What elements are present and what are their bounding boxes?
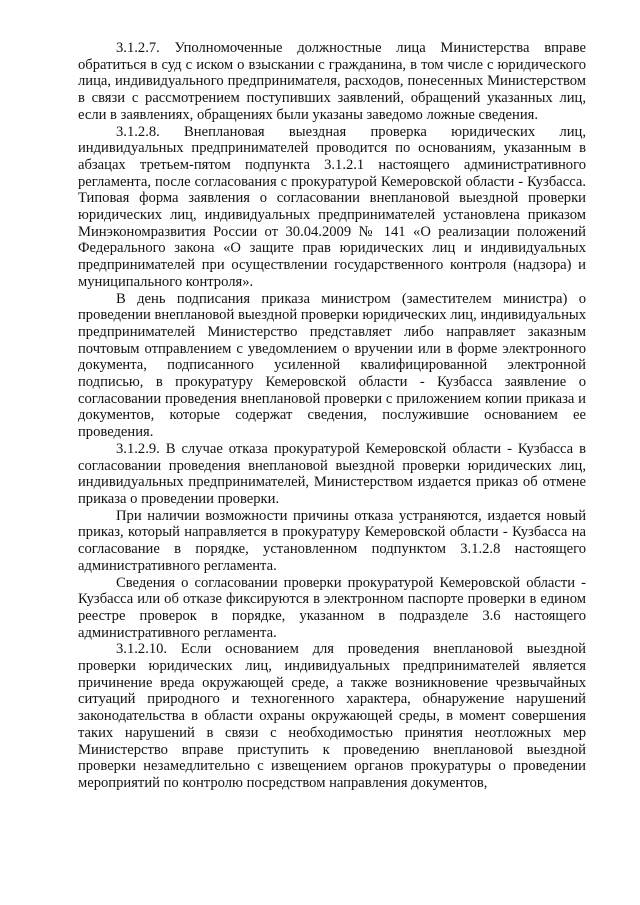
paragraph-refusal-reasons: При наличии возможности причины отказа устраняются, издается новый приказ, который направляется в прокуратуру Кемеровской области - Кузбасса на согласование в порядке, установленном подпунктом 3.1.2.8 настоящего административного регламента.: [78, 507, 586, 574]
paragraph-3-1-2-7: 3.1.2.7. Уполномоченные должностные лица Министерства вправе обратиться в суд с иском о взыскании с гражданина, в том числе с юридического лица, индивидуального предпринимателя, расходов, понесенных Министерством в связи с рассмотрением поступивших заявлений, обращений указанных лиц, если в заявлениях, обращениях были указаны заведомо ложные сведения.: [78, 40, 586, 123]
paragraph-3-1-2-9: 3.1.2.9. В случае отказа прокуратурой Кемеровской области - Кузбасса в согласовании проведения внеплановой выездной проверки юридических лиц, индивидуальных предпринимателей, Министерством издается приказ об отмене приказа о проведении проверки.: [78, 440, 586, 507]
paragraph-signing-day: В день подписания приказа министром (заместителем министра) о проведении внеплановой выездной проверки юридических лиц, индивидуальных предпринимателей Министерство представляет либо направляет заказным почтовым отправлением с уведомлением о вручении или в форме электронного документа, подписанного усиленной квалифицированной электронной подписью, в прокуратуру Кемеровской области - Кузбасса заявление о согласовании проведения внеплановой проверки с приложением копии приказа и документов, которые содержат сведения, послужившие основанием ее проведения.: [78, 290, 586, 441]
paragraph-approval-records: Сведения о согласовании проверки прокуратурой Кемеровской области - Кузбасса или об отказе фиксируются в электронном паспорте проверки в едином реестре проверок в порядке, указанном в подразделе 3.6 настоящего административного регламента.: [78, 574, 586, 641]
document-body: [78, 40, 586, 792]
paragraph-3-1-2-10: 3.1.2.10. Если основанием для проведения внеплановой выездной проверки юридических лиц, индивидуальных предпринимателей является причинение вреда окружающей среде, а также возникновение чрезвычайных ситуаций природного и техногенного характера, обнаружение нарушений законодательства в области охраны окружающей среды, в момент совершения таких нарушений в связи с необходимостью принятия неотложных мер Министерство вправе приступить к проведению внеплановой выездной проверки незамедлительно с извещением органов прокуратуры о проведении мероприятий по контролю посредством направления документов,: [78, 641, 586, 791]
paragraph-3-1-2-8: 3.1.2.8. Внеплановая выездная проверка юридических лиц, индивидуальных предпринимателей проводится по основаниям, указанным в абзацах третьем-пятом подпункта 3.1.2.1 настоящего административного регламента, после согласования с прокуратурой Кемеровской области - Кузбасса. Типовая форма заявления о согласовании внеплановой выездной проверки юридических лиц, индивидуальных предпринимателей установлена приказом Минэкономразвития России от 30.04.2009 № 141 «О реализации положений Федерального закона «О защите прав юридических лиц и индивидуальных предпринимателей при осуществлении государственного контроля (надзора) и муниципального контроля».: [78, 123, 586, 290]
